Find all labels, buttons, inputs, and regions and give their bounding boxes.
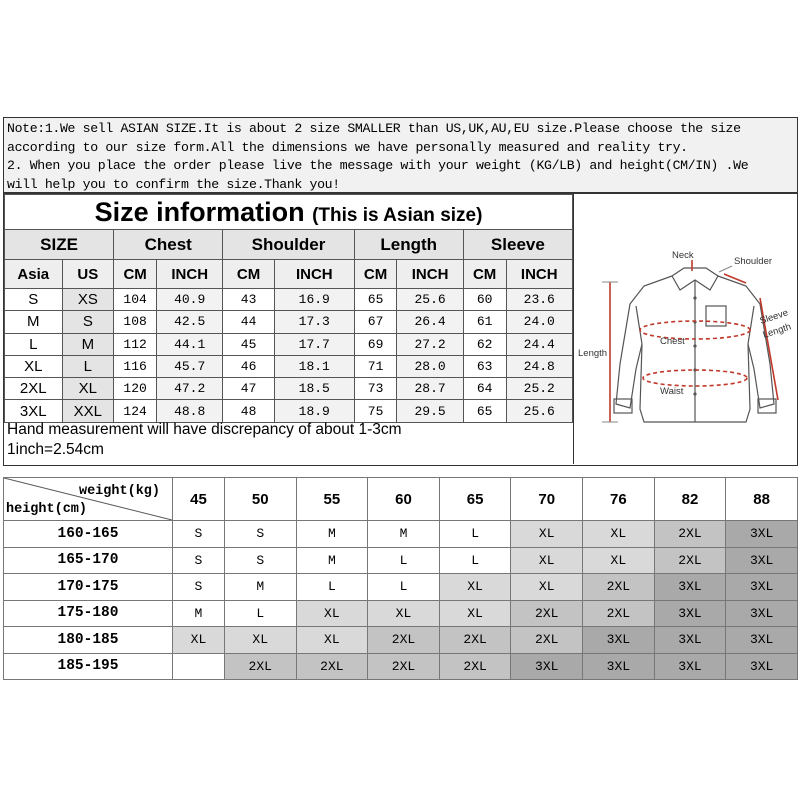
measure-cell: 65 bbox=[463, 400, 506, 422]
asia-size-cell: M bbox=[5, 311, 63, 333]
hand-measurement-note: Hand measurement will have discrepancy of about 1-3cm bbox=[7, 421, 402, 438]
size-information-panel bbox=[3, 193, 798, 466]
measure-cell: 112 bbox=[114, 333, 157, 355]
measure-cell: 47 bbox=[223, 378, 275, 400]
measure-cell: 44 bbox=[223, 311, 275, 333]
recommended-size-cell: XL bbox=[439, 600, 511, 627]
measure-cell: 23.6 bbox=[506, 289, 572, 311]
label-neck: Neck bbox=[672, 250, 694, 261]
label-waist: Waist bbox=[660, 386, 684, 397]
recommended-size-cell: 3XL bbox=[726, 600, 798, 627]
asia-size-cell: 2XL bbox=[5, 378, 63, 400]
measure-cell: 27.2 bbox=[397, 333, 463, 355]
subheader-cell: INCH bbox=[274, 260, 354, 289]
recommended-size-cell: 2XL bbox=[583, 574, 655, 601]
measure-cell: 67 bbox=[354, 311, 397, 333]
size-table bbox=[4, 194, 573, 423]
height-axis-label: height(cm) bbox=[6, 502, 88, 517]
us-size-cell: M bbox=[62, 333, 114, 355]
measure-cell: 18.9 bbox=[274, 400, 354, 422]
measure-cell: 61 bbox=[463, 311, 506, 333]
measure-cell: 47.2 bbox=[157, 378, 223, 400]
label-sleeve-length: Length bbox=[761, 321, 793, 341]
measure-cell: 17.7 bbox=[274, 333, 354, 355]
measure-cell: 124 bbox=[114, 400, 157, 422]
header-chest: Chest bbox=[114, 230, 223, 260]
recommended-size-cell: 3XL bbox=[726, 627, 798, 654]
subheader-cell: INCH bbox=[397, 260, 463, 289]
height-row bbox=[4, 521, 798, 548]
recommended-size-cell: 3XL bbox=[654, 600, 726, 627]
measure-cell: 18.5 bbox=[274, 378, 354, 400]
measure-cell: 45 bbox=[223, 333, 275, 355]
measure-cell: 63 bbox=[463, 355, 506, 377]
subheader-cell: US bbox=[62, 260, 114, 289]
chart-corner-cell bbox=[4, 478, 173, 521]
recommended-size-cell: S bbox=[173, 521, 225, 548]
recommended-size-cell: L bbox=[368, 574, 440, 601]
height-row bbox=[4, 600, 798, 627]
measure-cell: 16.9 bbox=[274, 289, 354, 311]
height-range-cell: 175-180 bbox=[4, 600, 173, 627]
recommended-size-cell: XL bbox=[511, 521, 583, 548]
weight-header-cell: 70 bbox=[511, 478, 583, 521]
recommended-size-cell: XL bbox=[583, 521, 655, 548]
us-size-cell: S bbox=[62, 311, 114, 333]
measure-cell: 65 bbox=[354, 289, 397, 311]
measure-cell: 24.4 bbox=[506, 333, 572, 355]
recommended-size-cell: 3XL bbox=[654, 653, 726, 680]
label-shoulder: Shoulder bbox=[734, 256, 773, 267]
recommended-size-cell: XL bbox=[368, 600, 440, 627]
recommended-size-cell: 2XL bbox=[511, 627, 583, 654]
recommended-size-cell: 3XL bbox=[583, 627, 655, 654]
weight-axis-label: weight(kg) bbox=[78, 484, 160, 499]
recommended-size-cell: M bbox=[368, 521, 440, 548]
size-row bbox=[5, 311, 573, 333]
measure-cell: 29.5 bbox=[397, 400, 463, 422]
size-row bbox=[5, 378, 573, 400]
weight-header-cell: 45 bbox=[173, 478, 225, 521]
recommended-size-cell: 3XL bbox=[726, 574, 798, 601]
label-sleeve: Sleeve bbox=[758, 307, 790, 327]
recommended-size-cell: S bbox=[224, 521, 296, 548]
note-line-3: 2. When you place the order please live the message with your weight (KG/LB) and height(CM/IN) .We bbox=[7, 158, 749, 173]
measurement-notes bbox=[4, 420, 573, 460]
recommended-size-cell: XL bbox=[511, 574, 583, 601]
subheader-cell: INCH bbox=[506, 260, 572, 289]
weight-height-chart bbox=[3, 477, 798, 680]
recommended-size-cell: L bbox=[296, 574, 368, 601]
recommended-size-cell: L bbox=[439, 547, 511, 574]
recommended-size-cell: 3XL bbox=[654, 627, 726, 654]
asia-size-cell: L bbox=[5, 333, 63, 355]
measure-cell: 62 bbox=[463, 333, 506, 355]
subheader-cell: INCH bbox=[157, 260, 223, 289]
height-range-cell: 185-195 bbox=[4, 653, 173, 680]
measure-cell: 71 bbox=[354, 355, 397, 377]
recommended-size-cell: 2XL bbox=[439, 653, 511, 680]
us-size-cell: L bbox=[62, 355, 114, 377]
size-row bbox=[5, 289, 573, 311]
shirt-diagram bbox=[573, 194, 798, 464]
measure-cell: 43 bbox=[223, 289, 275, 311]
title-text: Size information bbox=[94, 196, 305, 227]
weight-header-cell: 60 bbox=[368, 478, 440, 521]
height-range-cell: 170-175 bbox=[4, 574, 173, 601]
measure-cell: 75 bbox=[354, 400, 397, 422]
recommended-size-cell: 3XL bbox=[654, 574, 726, 601]
recommended-size-cell: S bbox=[173, 574, 225, 601]
weight-header-cell: 76 bbox=[583, 478, 655, 521]
size-table-title bbox=[5, 195, 573, 230]
recommended-size-cell: M bbox=[173, 600, 225, 627]
measure-cell: 25.6 bbox=[397, 289, 463, 311]
recommended-size-cell: XL bbox=[511, 547, 583, 574]
recommended-size-cell: M bbox=[296, 521, 368, 548]
measure-cell: 25.2 bbox=[506, 378, 572, 400]
recommended-size-cell: 2XL bbox=[296, 653, 368, 680]
measure-cell: 73 bbox=[354, 378, 397, 400]
recommended-size-cell: 2XL bbox=[368, 653, 440, 680]
measure-cell: 48 bbox=[223, 400, 275, 422]
measure-cell: 24.0 bbox=[506, 311, 572, 333]
recommended-size-cell: M bbox=[296, 547, 368, 574]
label-length: Length bbox=[578, 348, 608, 359]
weight-header-cell: 82 bbox=[654, 478, 726, 521]
height-range-cell: 160-165 bbox=[4, 521, 173, 548]
measure-cell: 69 bbox=[354, 333, 397, 355]
size-note bbox=[3, 117, 798, 193]
recommended-size-cell bbox=[173, 653, 225, 680]
recommended-size-cell: 2XL bbox=[511, 600, 583, 627]
measure-cell: 64 bbox=[463, 378, 506, 400]
height-row bbox=[4, 627, 798, 654]
header-size: SIZE bbox=[5, 230, 114, 260]
height-range-cell: 180-185 bbox=[4, 627, 173, 654]
recommended-size-cell: XL bbox=[583, 547, 655, 574]
asia-size-cell: 3XL bbox=[5, 400, 63, 422]
recommended-size-cell: 3XL bbox=[511, 653, 583, 680]
recommended-size-cell: 2XL bbox=[583, 600, 655, 627]
asia-size-cell: XL bbox=[5, 355, 63, 377]
recommended-size-cell: XL bbox=[296, 627, 368, 654]
us-size-cell: XL bbox=[62, 378, 114, 400]
header-length: Length bbox=[354, 230, 463, 260]
height-row bbox=[4, 653, 798, 680]
us-size-cell: XS bbox=[62, 289, 114, 311]
right-armhole bbox=[748, 306, 754, 344]
recommended-size-cell: XL bbox=[224, 627, 296, 654]
measure-cell: 25.6 bbox=[506, 400, 572, 422]
recommended-size-cell: L bbox=[439, 521, 511, 548]
header-sleeve: Sleeve bbox=[463, 230, 572, 260]
measure-cell: 17.3 bbox=[274, 311, 354, 333]
inch-conversion-note: 1inch=2.54cm bbox=[7, 441, 104, 458]
height-row bbox=[4, 574, 798, 601]
height-range-cell: 165-170 bbox=[4, 547, 173, 574]
recommended-size-cell: 2XL bbox=[439, 627, 511, 654]
recommended-size-cell: 3XL bbox=[726, 521, 798, 548]
recommended-size-cell: XL bbox=[173, 627, 225, 654]
recommended-size-cell: 2XL bbox=[224, 653, 296, 680]
recommended-size-cell: XL bbox=[296, 600, 368, 627]
recommended-size-cell: M bbox=[224, 574, 296, 601]
subheader-cell: Asia bbox=[5, 260, 63, 289]
measure-cell: 46 bbox=[223, 355, 275, 377]
weight-header-cell: 50 bbox=[224, 478, 296, 521]
recommended-size-cell: 3XL bbox=[726, 547, 798, 574]
measure-cell: 104 bbox=[114, 289, 157, 311]
size-row bbox=[5, 355, 573, 377]
measure-cell: 108 bbox=[114, 311, 157, 333]
measure-cell: 26.4 bbox=[397, 311, 463, 333]
subheader-cell: CM bbox=[114, 260, 157, 289]
measure-cell: 28.0 bbox=[397, 355, 463, 377]
measure-cell: 42.5 bbox=[157, 311, 223, 333]
recommended-size-cell: XL bbox=[439, 574, 511, 601]
recommended-size-cell: 2XL bbox=[654, 547, 726, 574]
recommended-size-cell: 2XL bbox=[368, 627, 440, 654]
measure-cell: 45.7 bbox=[157, 355, 223, 377]
us-size-cell: XXL bbox=[62, 400, 114, 422]
subheader-cell: CM bbox=[223, 260, 275, 289]
measure-cell: 60 bbox=[463, 289, 506, 311]
note-line-1: Note:1.We sell ASIAN SIZE.It is about 2 size SMALLER than US,UK,AU,EU size.Please choose the size bbox=[7, 121, 741, 136]
recommended-size-cell: 3XL bbox=[726, 653, 798, 680]
asia-size-cell: S bbox=[5, 289, 63, 311]
recommended-size-cell: L bbox=[368, 547, 440, 574]
note-line-2: according to our size form.All the dimensions we have personally measured and reality try. bbox=[7, 139, 688, 155]
recommended-size-cell: L bbox=[224, 600, 296, 627]
weight-header-cell: 55 bbox=[296, 478, 368, 521]
measure-cell: 120 bbox=[114, 378, 157, 400]
measure-cell: 18.1 bbox=[274, 355, 354, 377]
measure-cell: 24.8 bbox=[506, 355, 572, 377]
recommended-size-cell: S bbox=[173, 547, 225, 574]
subtitle-text: (This is Asian size) bbox=[312, 204, 483, 226]
subheader-cell: CM bbox=[463, 260, 506, 289]
weight-header-cell: 88 bbox=[726, 478, 798, 521]
recommended-size-cell: 2XL bbox=[654, 521, 726, 548]
header-shoulder: Shoulder bbox=[223, 230, 354, 260]
size-row bbox=[5, 400, 573, 422]
measure-cell: 44.1 bbox=[157, 333, 223, 355]
measure-cell: 116 bbox=[114, 355, 157, 377]
subheader-cell: CM bbox=[354, 260, 397, 289]
recommended-size-cell: S bbox=[224, 547, 296, 574]
label-chest: Chest bbox=[660, 336, 685, 347]
measure-cell: 40.9 bbox=[157, 289, 223, 311]
size-row bbox=[5, 333, 573, 355]
measure-cell: 48.8 bbox=[157, 400, 223, 422]
measure-cell: 28.7 bbox=[397, 378, 463, 400]
weight-header-cell: 65 bbox=[439, 478, 511, 521]
note-line-4: will help you to confirm the size.Thank you! bbox=[7, 176, 340, 192]
shirt-illustration bbox=[574, 194, 798, 464]
left-armhole bbox=[636, 306, 642, 344]
height-row bbox=[4, 547, 798, 574]
recommended-size-cell: 3XL bbox=[583, 653, 655, 680]
